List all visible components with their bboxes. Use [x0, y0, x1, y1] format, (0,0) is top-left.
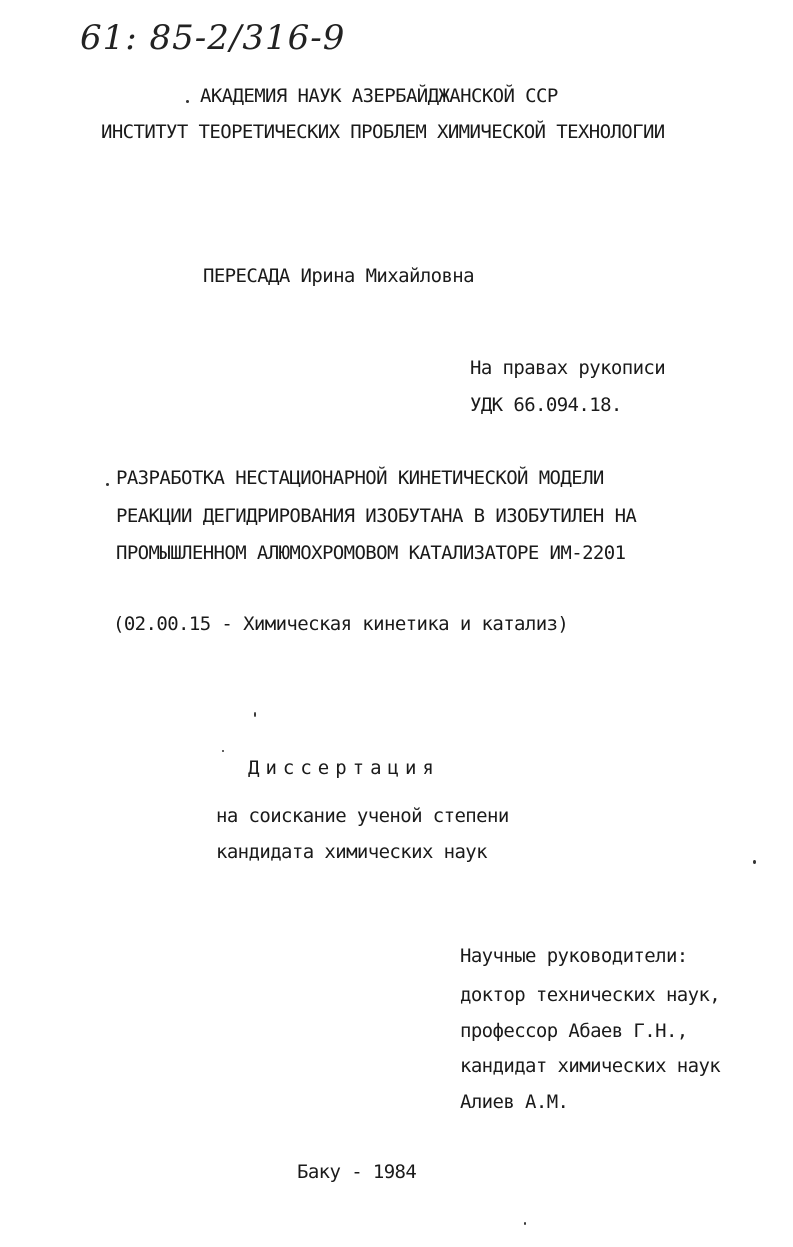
udk-code: УДК 66.094.18.: [470, 394, 622, 416]
academy-name: АКАДЕМИЯ НАУК АЗЕРБАЙДЖАНСКОЙ ССР: [200, 85, 558, 107]
institute-name: ИНСТИТУТ ТЕОРЕТИЧЕСКИХ ПРОБЛЕМ ХИМИЧЕСКОЙ ТЕХНОЛОГИИ: [101, 121, 665, 143]
specialty-code: (02.00.15 - Химическая кинетика и катализ): [113, 613, 569, 635]
scan-speck: [753, 860, 756, 864]
city-year: Баку - 1984: [297, 1161, 417, 1183]
supervisor-line-4: Алиев А.М.: [460, 1091, 569, 1113]
scan-speck: [186, 100, 189, 103]
supervisor-line-2: профессор Абаев Г.Н.,: [460, 1020, 688, 1042]
supervisors-label: Научные руководители:: [460, 945, 688, 967]
title-line-1: РАЗРАБОТКА НЕСТАЦИОНАРНОЙ КИНЕТИЧЕСКОЙ МОДЕЛИ: [116, 467, 604, 489]
title-line-2: РЕАКЦИИ ДЕГИДРИРОВАНИЯ ИЗОБУТАНА В ИЗОБУТИЛЕН НА: [116, 505, 637, 527]
dissertation-heading: Диссертация: [248, 757, 440, 779]
supervisor-line-1: доктор технических наук,: [460, 984, 721, 1006]
degree-line-1: на соискание ученой степени: [216, 805, 509, 827]
author-name: ПЕРЕСАДА Ирина Михайловна: [203, 265, 474, 287]
manuscript-rights: На правах рукописи: [470, 357, 666, 379]
scan-speck: [254, 712, 256, 717]
scan-speck: [222, 750, 224, 752]
title-line-3: ПРОМЫШЛЕННОМ АЛЮМОХРОМОВОМ КАТАЛИЗАТОРЕ ИМ-2201: [116, 542, 626, 564]
scan-speck: [524, 1222, 526, 1225]
supervisor-line-3: кандидат химических наук: [460, 1055, 721, 1077]
scan-speck: [106, 483, 109, 486]
degree-line-2: кандидата химических наук: [216, 841, 487, 863]
archive-number-handwritten: 61: 85-2/316-9: [80, 18, 346, 58]
